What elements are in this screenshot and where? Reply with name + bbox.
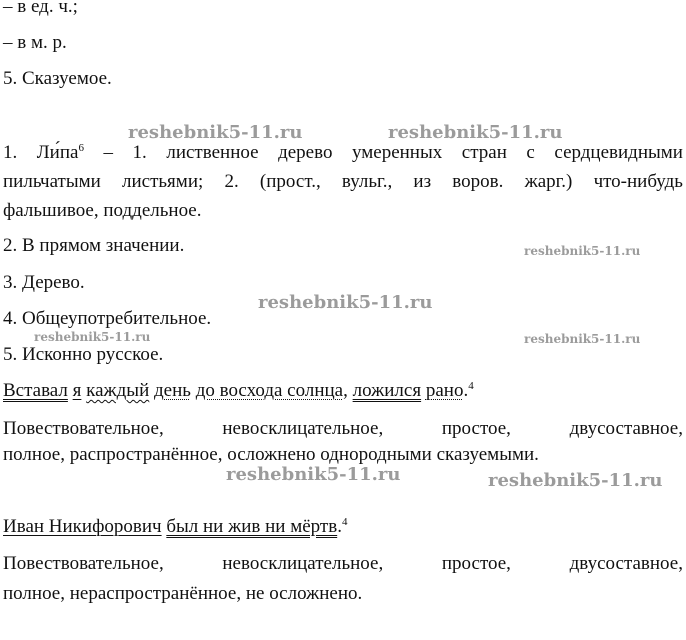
watermark: reshebnik5-11.ru [226,464,401,485]
def-word: лиственное [166,142,259,163]
parsed-sentence-1: Вставал я каждый день до восхода солнца, ложился рано.$^4$ [3,380,474,401]
def-word: умеренных [352,142,443,163]
predicate-phrase: был ни жив ни мёртв [166,516,338,537]
predicate-word-2: ложился [352,380,422,401]
watermark: reshebnik5-11.ru [388,122,563,143]
def-headword: $Ли́па^6$ [36,142,84,163]
def-word: жарг.) [524,171,573,192]
watermark: reshebnik5-11.ru [258,292,433,313]
def-word: – [103,142,113,163]
subject-word: я [72,380,82,401]
def-word: воров. [452,171,504,192]
definition-line-2 [3,171,683,193]
text-line-direct-meaning: 2. В прямом значении. [3,235,185,256]
def-word: сердцевидными [554,142,683,163]
def-word: из [413,171,432,192]
def-word: вульг., [341,171,393,192]
def-word: дерево [278,142,333,163]
definition-line-3: фальшивое, поддельное. [3,200,202,221]
text-line-masculine: – в м. р. [3,32,67,53]
parsed-sentence-2: Иван Никифорович был ни жив ни мёртв.$^4$ [3,516,348,537]
watermark: reshebnik5-11.ru [128,122,303,143]
predicate-word: Вставал [3,380,68,401]
analysis-2-line-1: Повествовательное, невосклицательное, простое, двусоставное, [3,553,683,574]
watermark: reshebnik5-11.ru [34,330,151,344]
subject-phrase: Иван Никифорович [3,516,162,537]
definition-line-1 [3,142,683,164]
def-word: 2. [224,171,239,192]
def-word: пильчатыми [3,171,101,192]
text-line-predicate: 5. Сказуемое. [3,68,112,89]
def-word: листьями; [122,171,204,192]
def-word: 1. [132,142,147,163]
def-word: (прост., [259,171,321,192]
adverbial-phrase: до восхода солнца [195,380,344,401]
text-line-singular: – в ед. ч.; [3,0,78,17]
watermark: reshebnik5-11.ru [524,332,641,346]
adverbial-word: день [154,380,191,401]
adverbial-word-2: рано [425,380,464,401]
watermark: reshebnik5-11.ru [524,244,641,258]
def-word: стран [461,142,507,163]
analysis-2-line-2: полное, нераспространённое, не осложнено. [3,583,363,604]
text-line-native: 5. Исконно русское. [3,344,164,365]
footnote-mark-2: 4 [341,516,348,528]
def-word: что-нибудь [593,171,683,192]
analysis-1-line-1: Повествовательное, невосклицательное, простое, двусоставное, [3,418,683,439]
attribute-word: каждый [86,380,150,401]
def-word: 1. [3,142,18,163]
watermark: reshebnik5-11.ru [488,470,663,491]
footnote-mark: 4 [468,380,474,392]
text-line-tree: 3. Дерево. [3,272,85,293]
text-line-common: 4. Общеупотребительное. [3,308,212,329]
analysis-1-line-2: полное, распространённое, осложнено однородными сказуемыми. [3,444,539,465]
def-word: с [526,142,535,163]
